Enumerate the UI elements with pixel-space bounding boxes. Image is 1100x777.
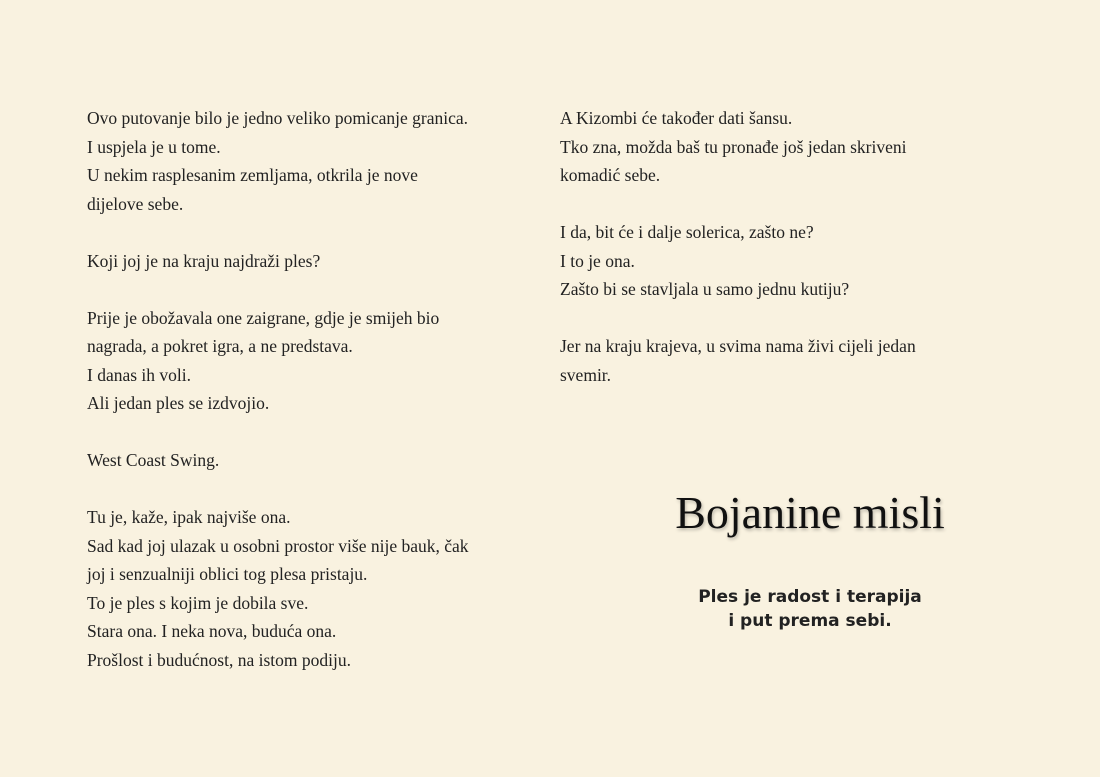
text-line: I to je ona. [560,250,635,271]
text-line: U nekim rasplesanim zemljama, otkrila je nove [87,165,418,185]
tagline-line: Ples je radost i terapija [698,587,922,607]
text-line: Koji joj je na kraju najdraži ples? [87,250,321,271]
text-line: svemir. [560,364,612,385]
text-line: joj i senzualniji oblici tog plesa pristaju. [87,564,368,584]
text-line: West Coast Swing. [87,450,220,470]
brand-tagline [560,585,1060,633]
text-line: Sad kad joj ulazak u osobni prostor više nije bauk, čak [87,535,469,556]
text-line: Ovo putovanje bilo je jedno veliko pomicanje granica. [87,108,469,128]
brand-title: Bojanine misli [675,487,945,538]
text-line: I uspjela je u tome. [87,136,221,157]
right-text-column [560,104,1000,389]
text-line: dijelove sebe. [87,193,184,214]
tagline-line: i put prema sebi. [728,611,892,631]
text-line: Tu je, kaže, ipak najviše ona. [87,507,291,527]
text-line: To je ples s kojim je dobila sve. [87,592,309,613]
text-line: komadić sebe. [560,165,661,185]
text-line: Jer na kraju krajeva, u svima nama živi cijeli jedan [560,336,916,356]
text-line: Zašto bi se stavljala u samo jednu kutiju? [560,279,850,299]
text-line: Ali jedan ples se izdvojio. [87,393,270,413]
text-line: I danas ih voli. [87,364,192,385]
text-line: Tko zna, možda baš tu pronađe još jedan skriveni [560,136,907,157]
left-text-column [87,104,557,674]
text-line: I da, bit će i dalje solerica, zašto ne? [560,222,814,242]
text-line: A Kizombi će također dati šansu. [560,108,793,128]
text-line: Prošlost i budućnost, na istom podiju. [87,649,351,670]
text-line: Stara ona. I neka nova, buduća ona. [87,621,337,641]
text-line: Prije je obožavala one zaigrane, gdje je smijeh bio [87,307,440,328]
text-line: nagrada, a pokret igra, a ne predstava. [87,336,353,356]
